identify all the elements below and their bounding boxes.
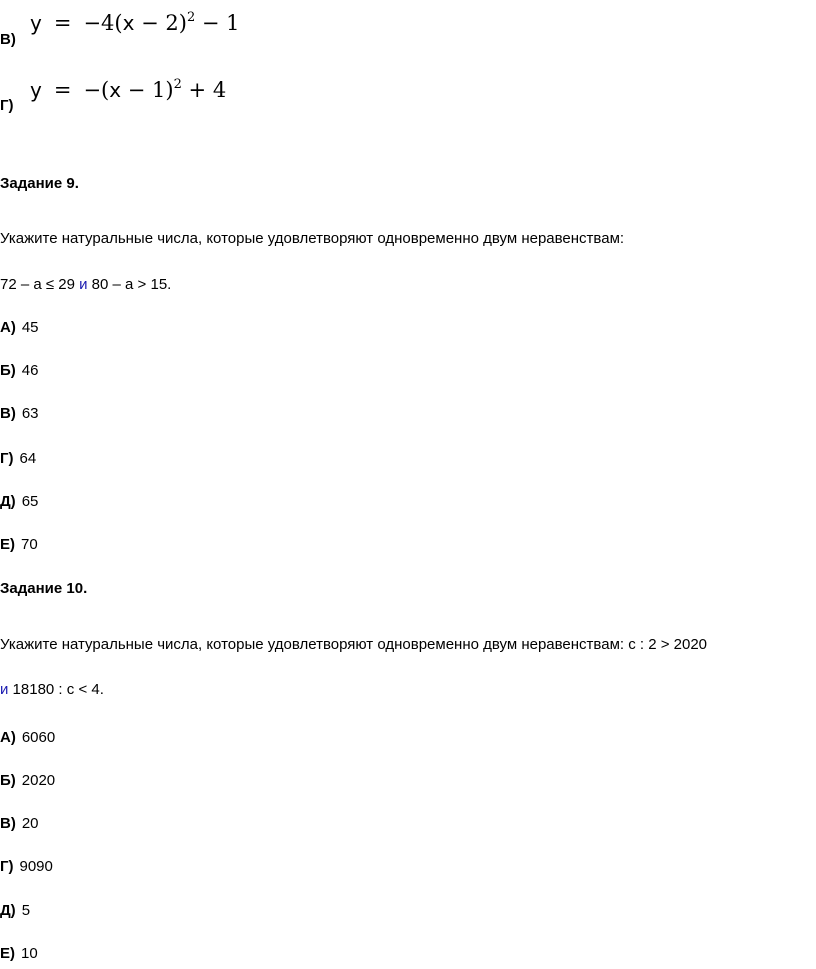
formula-b-mid: − 2) (134, 11, 187, 35)
task9-option-g[interactable] (0, 450, 36, 468)
task9-option-a[interactable] (0, 319, 39, 337)
option-value: 5 (21, 902, 31, 919)
task9-inequalities (0, 276, 171, 294)
formula-b-x: x (122, 11, 135, 35)
task9-option-d[interactable] (0, 493, 38, 511)
formula-g-x: x (109, 78, 122, 102)
task9-ineq-conj: и (79, 276, 88, 293)
task10-option-v[interactable] (0, 815, 39, 833)
formula-g-pre: −( (83, 78, 110, 102)
option-label: В) (0, 405, 16, 422)
option-value: 2020 (21, 772, 56, 789)
formula-g-post: + 4 (181, 78, 227, 102)
formula-b-pre: −4( (83, 11, 123, 35)
option-label: Г) (0, 450, 14, 467)
option-label: А) (0, 319, 16, 336)
option-value: 9090 (19, 858, 53, 875)
option-label: Е) (0, 536, 15, 553)
option-label: Б) (0, 362, 16, 379)
option-label: Д) (0, 493, 16, 510)
task9-question: Укажите натуральные числа, которые удовлетворяют одновременно двум неравенствам: (0, 230, 625, 247)
option-label: Г) (0, 858, 14, 875)
formula-g-mid: − 1) (121, 78, 174, 102)
option-value: 63 (21, 405, 39, 422)
task9-option-e[interactable] (0, 536, 38, 554)
task10-question: Укажите натуральные числа, которые удовлетворяют одновременно двум неравенствам: c : 2 > 2020 (0, 636, 708, 653)
option-value: 64 (19, 450, 37, 467)
option-value: 70 (21, 536, 38, 553)
formula-g (30, 77, 226, 102)
option-label: Д) (0, 902, 16, 919)
option-value: 65 (21, 493, 39, 510)
task10-option-d[interactable] (0, 902, 30, 920)
formula-b-post: − 1 (195, 11, 240, 35)
formula-b (30, 10, 240, 35)
option-label: В) (0, 815, 16, 832)
task10-ineq-conj: и (0, 681, 9, 698)
option-value: 20 (21, 815, 39, 832)
task9-ineq-1: 72 – a ≤ 29 (0, 276, 80, 293)
task10-inequalities (0, 681, 104, 699)
option-label: Е) (0, 945, 15, 962)
formula-b-label: В) (0, 31, 16, 48)
formula-b-lhs: y (30, 11, 42, 35)
task9-ineq-2: 80 – a > 15. (87, 276, 172, 293)
task10-option-b[interactable] (0, 772, 55, 790)
option-value: 6060 (21, 729, 56, 746)
formula-g-eq: = (53, 78, 72, 102)
task9-title: Задание 9. (0, 175, 79, 192)
formula-g-label: Г) (0, 97, 14, 114)
formula-g-exp: 2 (173, 77, 182, 92)
option-label: Б) (0, 772, 16, 789)
task9-option-b[interactable] (0, 362, 38, 380)
option-value: 45 (21, 319, 39, 336)
task10-option-a[interactable] (0, 729, 55, 747)
task10-option-e[interactable] (0, 945, 38, 963)
task10-ineq-rest: 18180 : c < 4. (8, 681, 104, 698)
option-value: 46 (21, 362, 39, 379)
formula-b-exp: 2 (186, 10, 196, 25)
task10-title: Задание 10. (0, 580, 88, 597)
task9-option-v[interactable] (0, 405, 39, 423)
option-label: А) (0, 729, 16, 746)
task10-option-g[interactable] (0, 858, 53, 876)
formula-b-eq: = (53, 11, 72, 35)
option-value: 10 (21, 945, 38, 962)
formula-g-lhs: y (30, 78, 42, 102)
